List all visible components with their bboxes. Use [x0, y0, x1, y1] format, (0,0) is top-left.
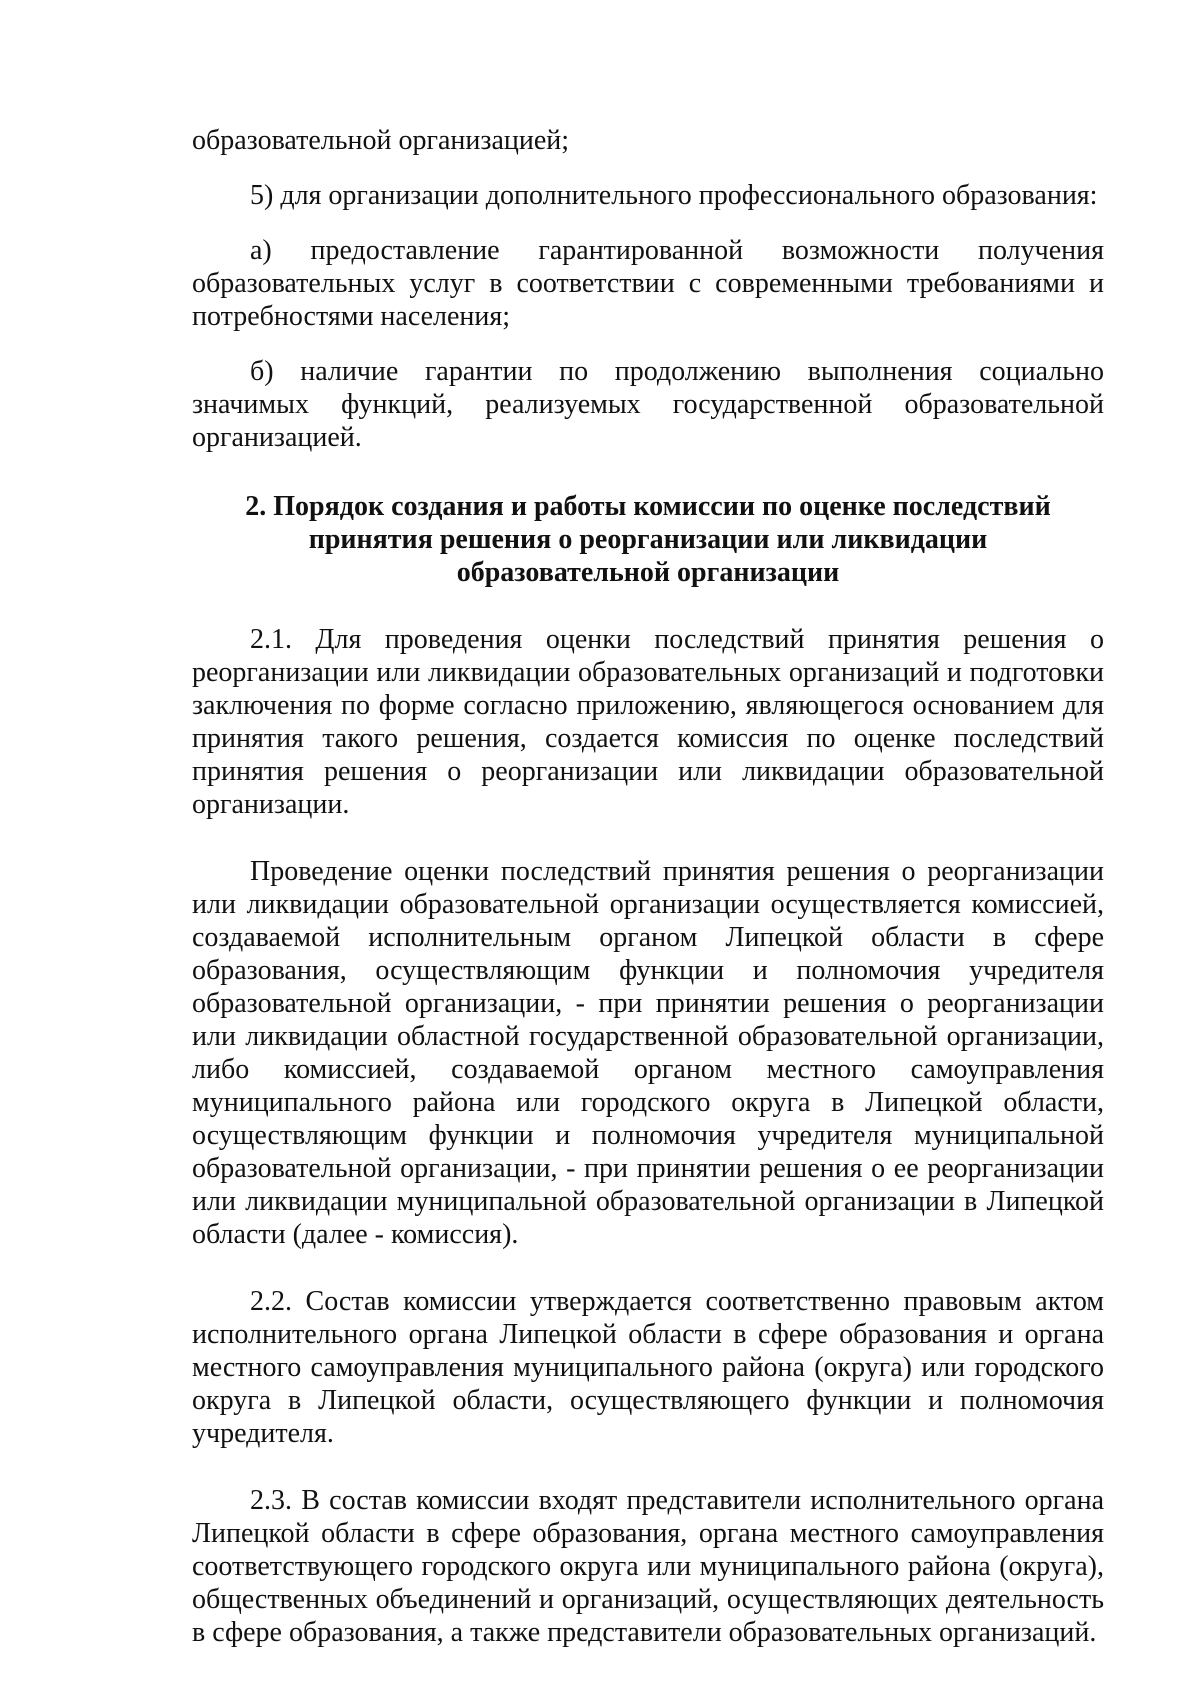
paragraph-continuation: образовательной организацией; — [192, 125, 570, 156]
paragraph-2-3: 2.3. В состав комиссии входят представители исполнительного органа Липецкой области в сфере образования, органа местного самоуправления соответствующего городского округа или муниципального района (округа), общественных объединений и организаций, осуществляющих деятельность в сфере образования, а также представители образовательных организаций. — [192, 1485, 1104, 1648]
section-2-heading-line-3: образовательной организации — [456, 557, 840, 588]
paragraph-2-2: 2.2. Состав комиссии утверждается соответственно правовым актом исполнительного органа Липецкой области в сфере образования и органа местного самоуправления муниципального района (округа) или городского округа в Липецкой области, осуществляющего функции и полномочия учредителя. — [192, 1286, 1104, 1449]
document-text — [192, 124, 1104, 1649]
paragraph-item-5: 5) для организации дополнительного профессионального образования: — [250, 180, 1098, 211]
section-2-heading-line-2: принятия решения о реорганизации или ликвидации — [308, 524, 988, 555]
paragraph-2-1: 2.1. Для проведения оценки последствий принятия решения о реорганизации или ликвидации образовательных организаций и подготовки заключения по форме согласно приложению, являющегося основанием для принятия такого решения, создается комиссия по оценке последствий принятия решения о реорганизации или ликвидации образовательной организации. — [192, 624, 1104, 820]
paragraph-2-1-continued: Проведение оценки последствий принятия решения о реорганизации или ликвидации образовательной организации осуществляется комиссией, создаваемой исполнительным органом Липецкой области в сфере образования, осуществляющим функции и полномочия учредителя образовательной организации, - при принятии решения о реорганизации или ликвидации областной государственной образовательной организации, либо комиссией, создаваемой органом местного самоуправления муниципального района или городского округа в Липецкой области, осуществляющим функции и полномочия учредителя муниципальной образовательной организации, - при принятии решения о ее реорганизации или ликвидации муниципальной образовательной организации в Липецкой области (далее - комиссия). — [192, 856, 1104, 1250]
section-2-heading — [192, 490, 1104, 589]
paragraph-item-5a: а) предоставление гарантированной возможности получения образовательных услуг в соответствии с современными требованиями и потребностями населения; — [192, 235, 1104, 332]
paragraph-item-5b: б) наличие гарантии по продолжению выполнения социально значимых функций, реализуемых государственной образовательной организацией. — [192, 356, 1104, 453]
section-2-heading-line-1: 2. Порядок создания и работы комиссии по оценке последствий — [245, 491, 1051, 522]
